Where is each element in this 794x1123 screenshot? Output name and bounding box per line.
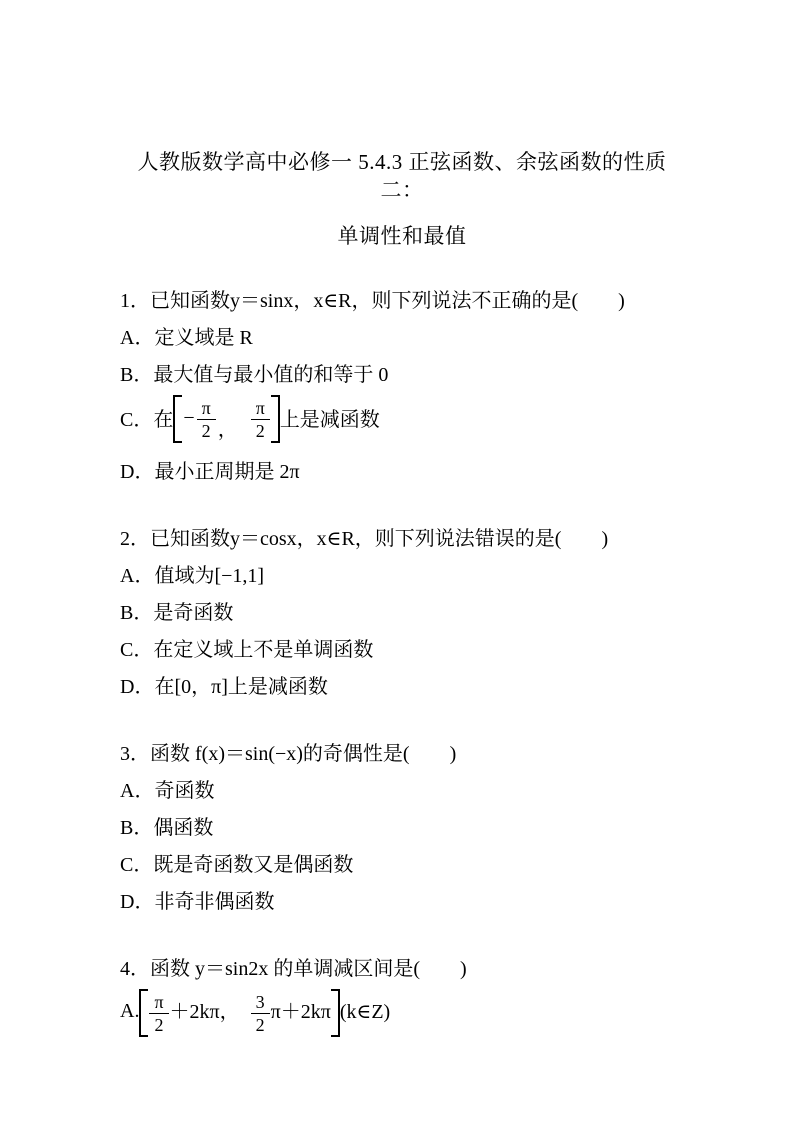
q2-option-b: B．是奇函数 — [120, 602, 234, 624]
q1-option-c-prefix: C．在 — [120, 408, 174, 431]
question-3 — [120, 733, 684, 918]
q2-option-c: C．在定义域上不是单调函数 — [120, 639, 374, 661]
q4-option-a — [120, 987, 684, 1039]
q3-option-c: C．既是奇函数又是偶函数 — [120, 854, 354, 876]
left-bracket — [173, 395, 182, 443]
fraction-numerator: 3 — [251, 992, 270, 1014]
fraction-pi-over-2 — [149, 992, 168, 1035]
fraction-numerator: π — [197, 398, 216, 420]
fraction-numerator: π — [251, 398, 270, 420]
q4-stem: 4．函数 y＝sin2x 的单调减区间是( ) — [120, 958, 467, 980]
minus-sign: − — [183, 406, 195, 429]
q3-option-d: D．非奇非偶函数 — [120, 891, 275, 913]
fraction-3-over-2 — [251, 992, 270, 1035]
q1-option-c — [120, 393, 684, 445]
q3-stem: 3．函数 f(x)＝sin(−x)的奇偶性是( ) — [120, 743, 457, 765]
q2-option-d: D．在[0，π]上是减函数 — [120, 676, 328, 698]
q1-option-c-suffix: 上是减函数 — [279, 408, 380, 431]
fraction-denominator: 2 — [154, 1014, 164, 1035]
fraction-pi-over-2 — [197, 398, 216, 441]
left-bracket — [139, 989, 148, 1037]
question-4 — [120, 948, 684, 1039]
document-title-line2: 单调性和最值 — [337, 224, 467, 248]
q1-option-d: D．最小正周期是 2π — [120, 461, 300, 483]
q3-option-a: A．奇函数 — [120, 780, 215, 802]
fraction-denominator: 2 — [201, 420, 211, 441]
q4-option-a-mid2: π＋2kπ — [270, 1000, 331, 1023]
right-bracket — [271, 395, 280, 443]
q2-option-a: A．值域为[−1,1] — [120, 565, 265, 587]
q1-option-a: A．定义域是 R — [120, 327, 253, 349]
q1-option-b: B．最大值与最小值的和等于 0 — [120, 364, 389, 386]
q4-option-a-label: A. — [120, 999, 140, 1022]
fraction-pi-over-2 — [251, 398, 270, 441]
interval-comma: ， — [217, 419, 238, 441]
q2-stem: 2．已知函数y＝cosx，x∈R，则下列说法错误的是( ) — [120, 528, 609, 550]
q4-option-a-suffix: (k∈Z) — [339, 1000, 391, 1023]
document-title-line1: 人教版数学高中必修一 5.4.3 正弦函数、余弦函数的性质二： — [137, 150, 667, 202]
question-2 — [120, 518, 684, 703]
fraction-numerator: π — [149, 992, 168, 1014]
q1-stem: 1．已知函数y＝sinx，x∈R，则下列说法不正确的是( ) — [120, 290, 625, 312]
right-bracket — [331, 989, 340, 1037]
q4-option-a-mid1: ＋2kπ， — [169, 1000, 240, 1023]
question-1 — [120, 280, 684, 488]
fraction-denominator: 2 — [255, 1014, 265, 1035]
q3-option-b: B．偶函数 — [120, 817, 214, 839]
fraction-denominator: 2 — [255, 420, 265, 441]
